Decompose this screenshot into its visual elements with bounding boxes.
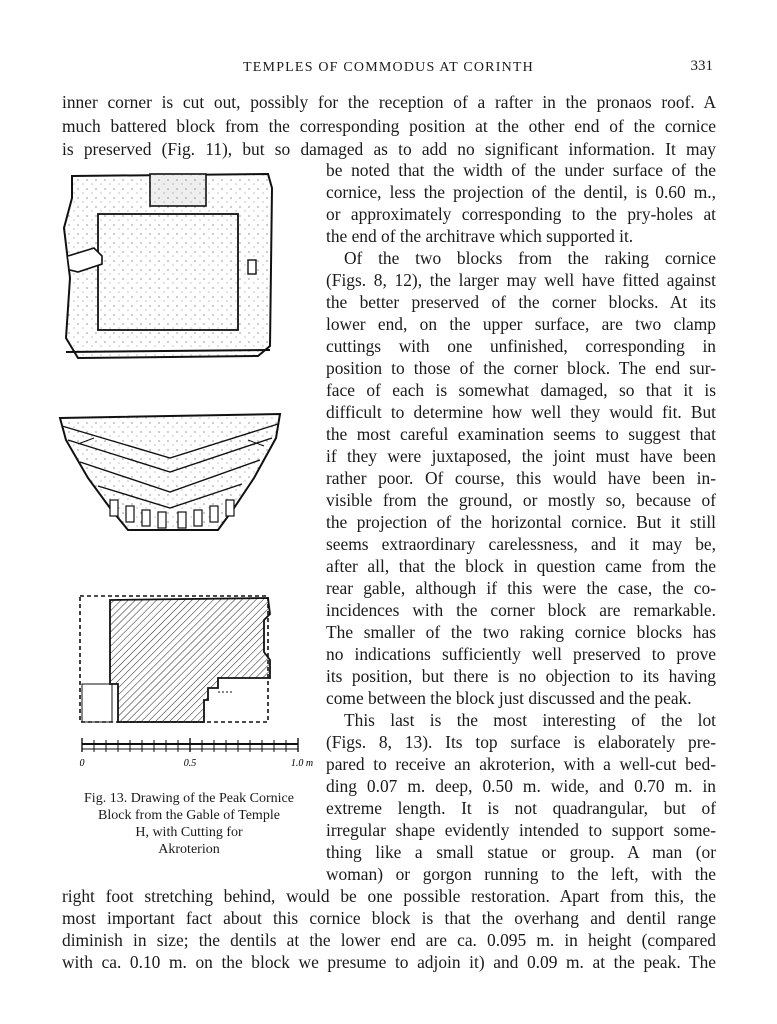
body-line: the most careful examination seems to suggest that [326, 424, 716, 444]
body-line: the projection of the horizontal cornice. But it still [326, 512, 716, 532]
body-line: The smaller of the two raking cornice blocks has [326, 622, 716, 642]
running-header [0, 58, 777, 78]
body-line: inner corner is cut out, possibly for the reception of a rafter in the pronaos roof. A [62, 92, 716, 112]
running-title: TEMPLES OF COMMODUS AT CORINTH [243, 60, 534, 75]
caption-line: Fig. 13. Drawing of the Peak Cornice [84, 791, 294, 806]
body-line: pared to receive an akroterion, with a well-cut bed- [326, 754, 716, 774]
body-line: the end of the architrave which supported it. [326, 226, 634, 246]
body-line: diminish in size; the dentils at the lower end are ca. 0.095 m. in height (compared [62, 930, 716, 950]
body-line: face of each is somewhat damaged, so that it is [326, 380, 716, 400]
scale-label-1m: 1.0 m [290, 758, 314, 768]
front-elevation-drawing [60, 414, 280, 530]
caption-line: Block from the Gable of Temple [98, 808, 280, 823]
body-line: most important fact about this cornice block is that the overhang and dentil range [62, 908, 716, 928]
body-line: ding 0.07 m. deep, 0.50 m. wide, and 0.70 m. in [326, 776, 716, 796]
figure-13-drawing [58, 168, 320, 768]
body-line: (Figs. 8, 13). Its top surface is elaborately pre- [326, 732, 716, 752]
scale-label-0: 0 [79, 758, 85, 768]
body-line: Of the two blocks from the raking cornice [344, 248, 716, 268]
plan-view-drawing [64, 174, 272, 358]
body-line: (Figs. 8, 12), the larger may well have fitted against [326, 270, 716, 290]
body-line: right foot stretching behind, would be one possible restoration. Apart from this, the [62, 886, 716, 906]
body-line: much battered block from the corresponding position at the other end of the cornice [62, 116, 716, 136]
caption-line: Akroterion [158, 842, 220, 857]
body-line: thing like a small statue or group. A man (or [326, 842, 716, 862]
page-number: 331 [690, 58, 713, 74]
scale-bar [80, 738, 314, 768]
body-line: cornice, less the projection of the dentil, is 0.60 m., [326, 182, 716, 202]
body-line: irregular shape evidently intended to support some- [326, 820, 716, 840]
body-line: woman) or gorgon running to the left, with the [326, 864, 716, 884]
body-line: rather poor. Of course, this would have been in- [326, 468, 716, 488]
body-line: rear gable, although if this were the case, the co- [326, 578, 716, 598]
scale-label-half: 0.5 [183, 758, 197, 768]
body-line: with ca. 0.10 m. on the block we presume to adjoin it) and 0.09 m. at the peak. The [62, 952, 716, 972]
body-line: difficult to determine how well they would fit. But [326, 402, 716, 422]
body-line: extreme length. It is not quadrangular, but of [326, 798, 716, 818]
body-line: visible from the ground, or mostly so, because of [326, 490, 716, 510]
body-line: This last is the most interesting of the lot [344, 710, 716, 730]
body-line: no indications sufficiently well preserved to prove [326, 644, 716, 664]
body-line: is preserved (Fig. 11), but so damaged as to add no significant information. It may [62, 139, 716, 159]
figure-caption [58, 790, 320, 858]
caption-line: H, with Cutting for [135, 825, 243, 840]
section-drawing [80, 596, 270, 722]
body-line: be noted that the width of the under surface of the [326, 160, 716, 180]
body-line: position to those of the corner block. The end sur- [326, 358, 716, 378]
body-line: seems extraordinary carelessness, and it may be, [326, 534, 716, 554]
body-line: come between the block just discussed and the peak. [326, 688, 692, 708]
body-line: if they were juxtaposed, the joint must have been [326, 446, 716, 466]
body-line: the better preserved of the corner blocks. At its [326, 292, 716, 312]
body-line: its position, but there is no objection to its having [326, 666, 716, 686]
body-line: cuttings with one unfinished, corresponding in [326, 336, 716, 356]
body-line: incidences with the corner block are remarkable. [326, 600, 716, 620]
body-line: or approximately corresponding to the pry-holes at [326, 204, 716, 224]
body-line: after all, that the block in question came from the [326, 556, 716, 576]
body-line: lower end, on the upper surface, are two clamp [326, 314, 716, 334]
